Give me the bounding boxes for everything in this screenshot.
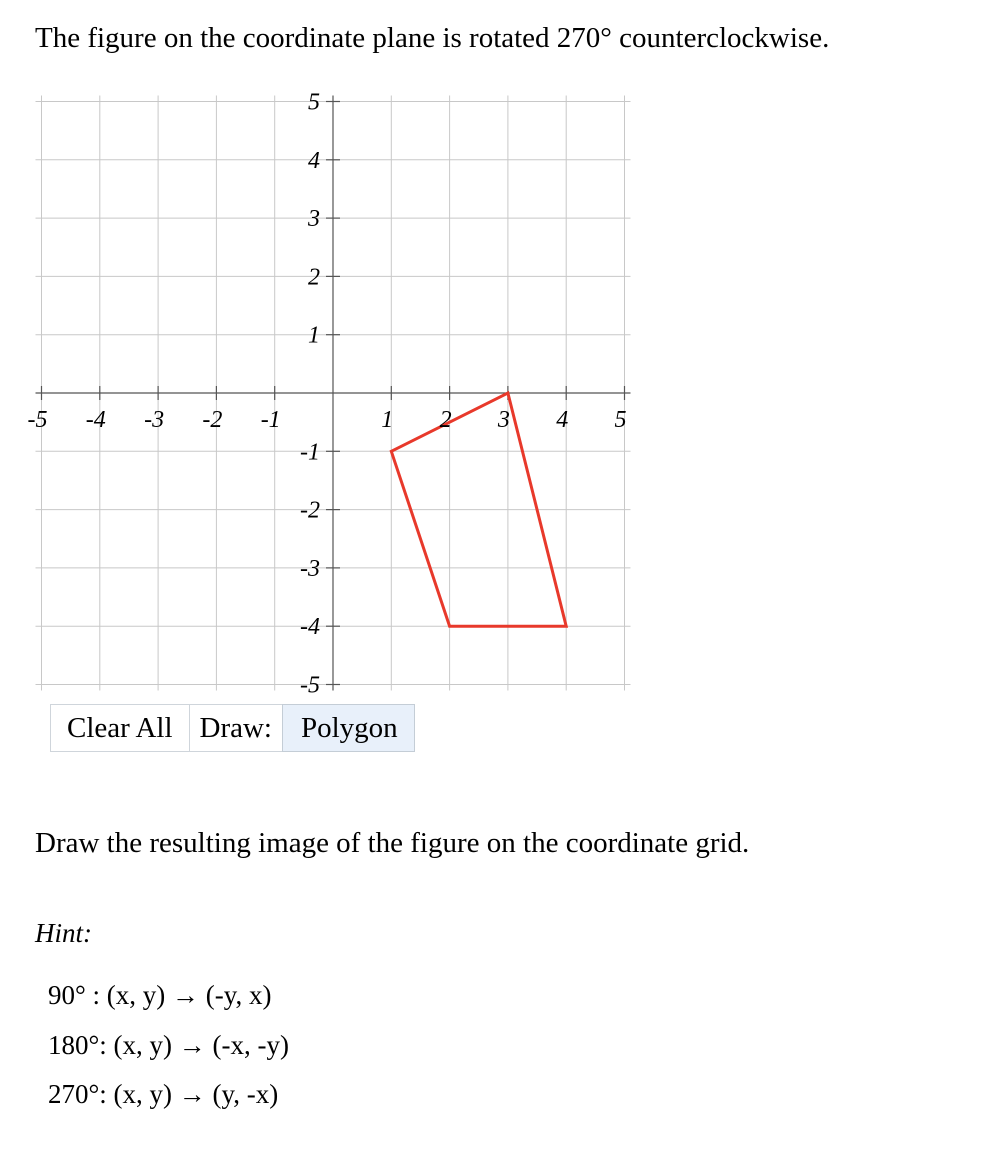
x-tick-label: 5 xyxy=(614,407,627,433)
polygon-tool-button[interactable]: Polygon xyxy=(282,704,415,752)
y-tick-label: -4 xyxy=(300,614,320,641)
x-tick-label: 3 xyxy=(497,407,510,433)
y-tick-label: -5 xyxy=(300,672,320,699)
x-tick-label: 1 xyxy=(381,407,394,433)
draw-label: Draw: xyxy=(189,704,282,752)
y-tick-label: -3 xyxy=(300,555,320,582)
hint-rule-90: 90° : (x, y) → (-y, x) xyxy=(48,980,272,1010)
x-tick-label: -4 xyxy=(85,407,106,433)
y-tick-label: 5 xyxy=(308,89,320,116)
y-tick-label: 1 xyxy=(308,322,320,349)
x-tick-label: 4 xyxy=(556,407,569,433)
y-tick-label: -1 xyxy=(300,439,320,466)
problem-prompt: The figure on the coordinate plane is rotated 270° counterclockwise. xyxy=(35,22,830,54)
graph-toolbar xyxy=(50,704,415,752)
axes xyxy=(36,96,631,691)
y-tick-label: 3 xyxy=(308,206,320,233)
y-tick-label: -2 xyxy=(300,497,320,524)
hint-title: Hint: xyxy=(35,918,92,948)
clear-all-button[interactable]: Clear All xyxy=(50,704,189,752)
x-tick-label: 2 xyxy=(439,407,452,433)
x-tick-label: -3 xyxy=(144,407,165,433)
y-tick-label: 4 xyxy=(308,147,320,174)
tick-labels xyxy=(28,90,627,699)
y-tick-label: 2 xyxy=(308,264,320,291)
x-tick-label: -1 xyxy=(260,407,281,433)
hint-rule-270: 270°: (x, y) → (y, -x) xyxy=(48,1079,279,1109)
hint-rule-180: 180°: (x, y) → (-x, -y) xyxy=(48,1030,289,1060)
problem-instruction: Draw the resulting image of the figure on the coordinate grid. xyxy=(35,827,750,859)
x-tick-label: -5 xyxy=(27,407,48,433)
x-tick-label: -2 xyxy=(202,407,223,433)
